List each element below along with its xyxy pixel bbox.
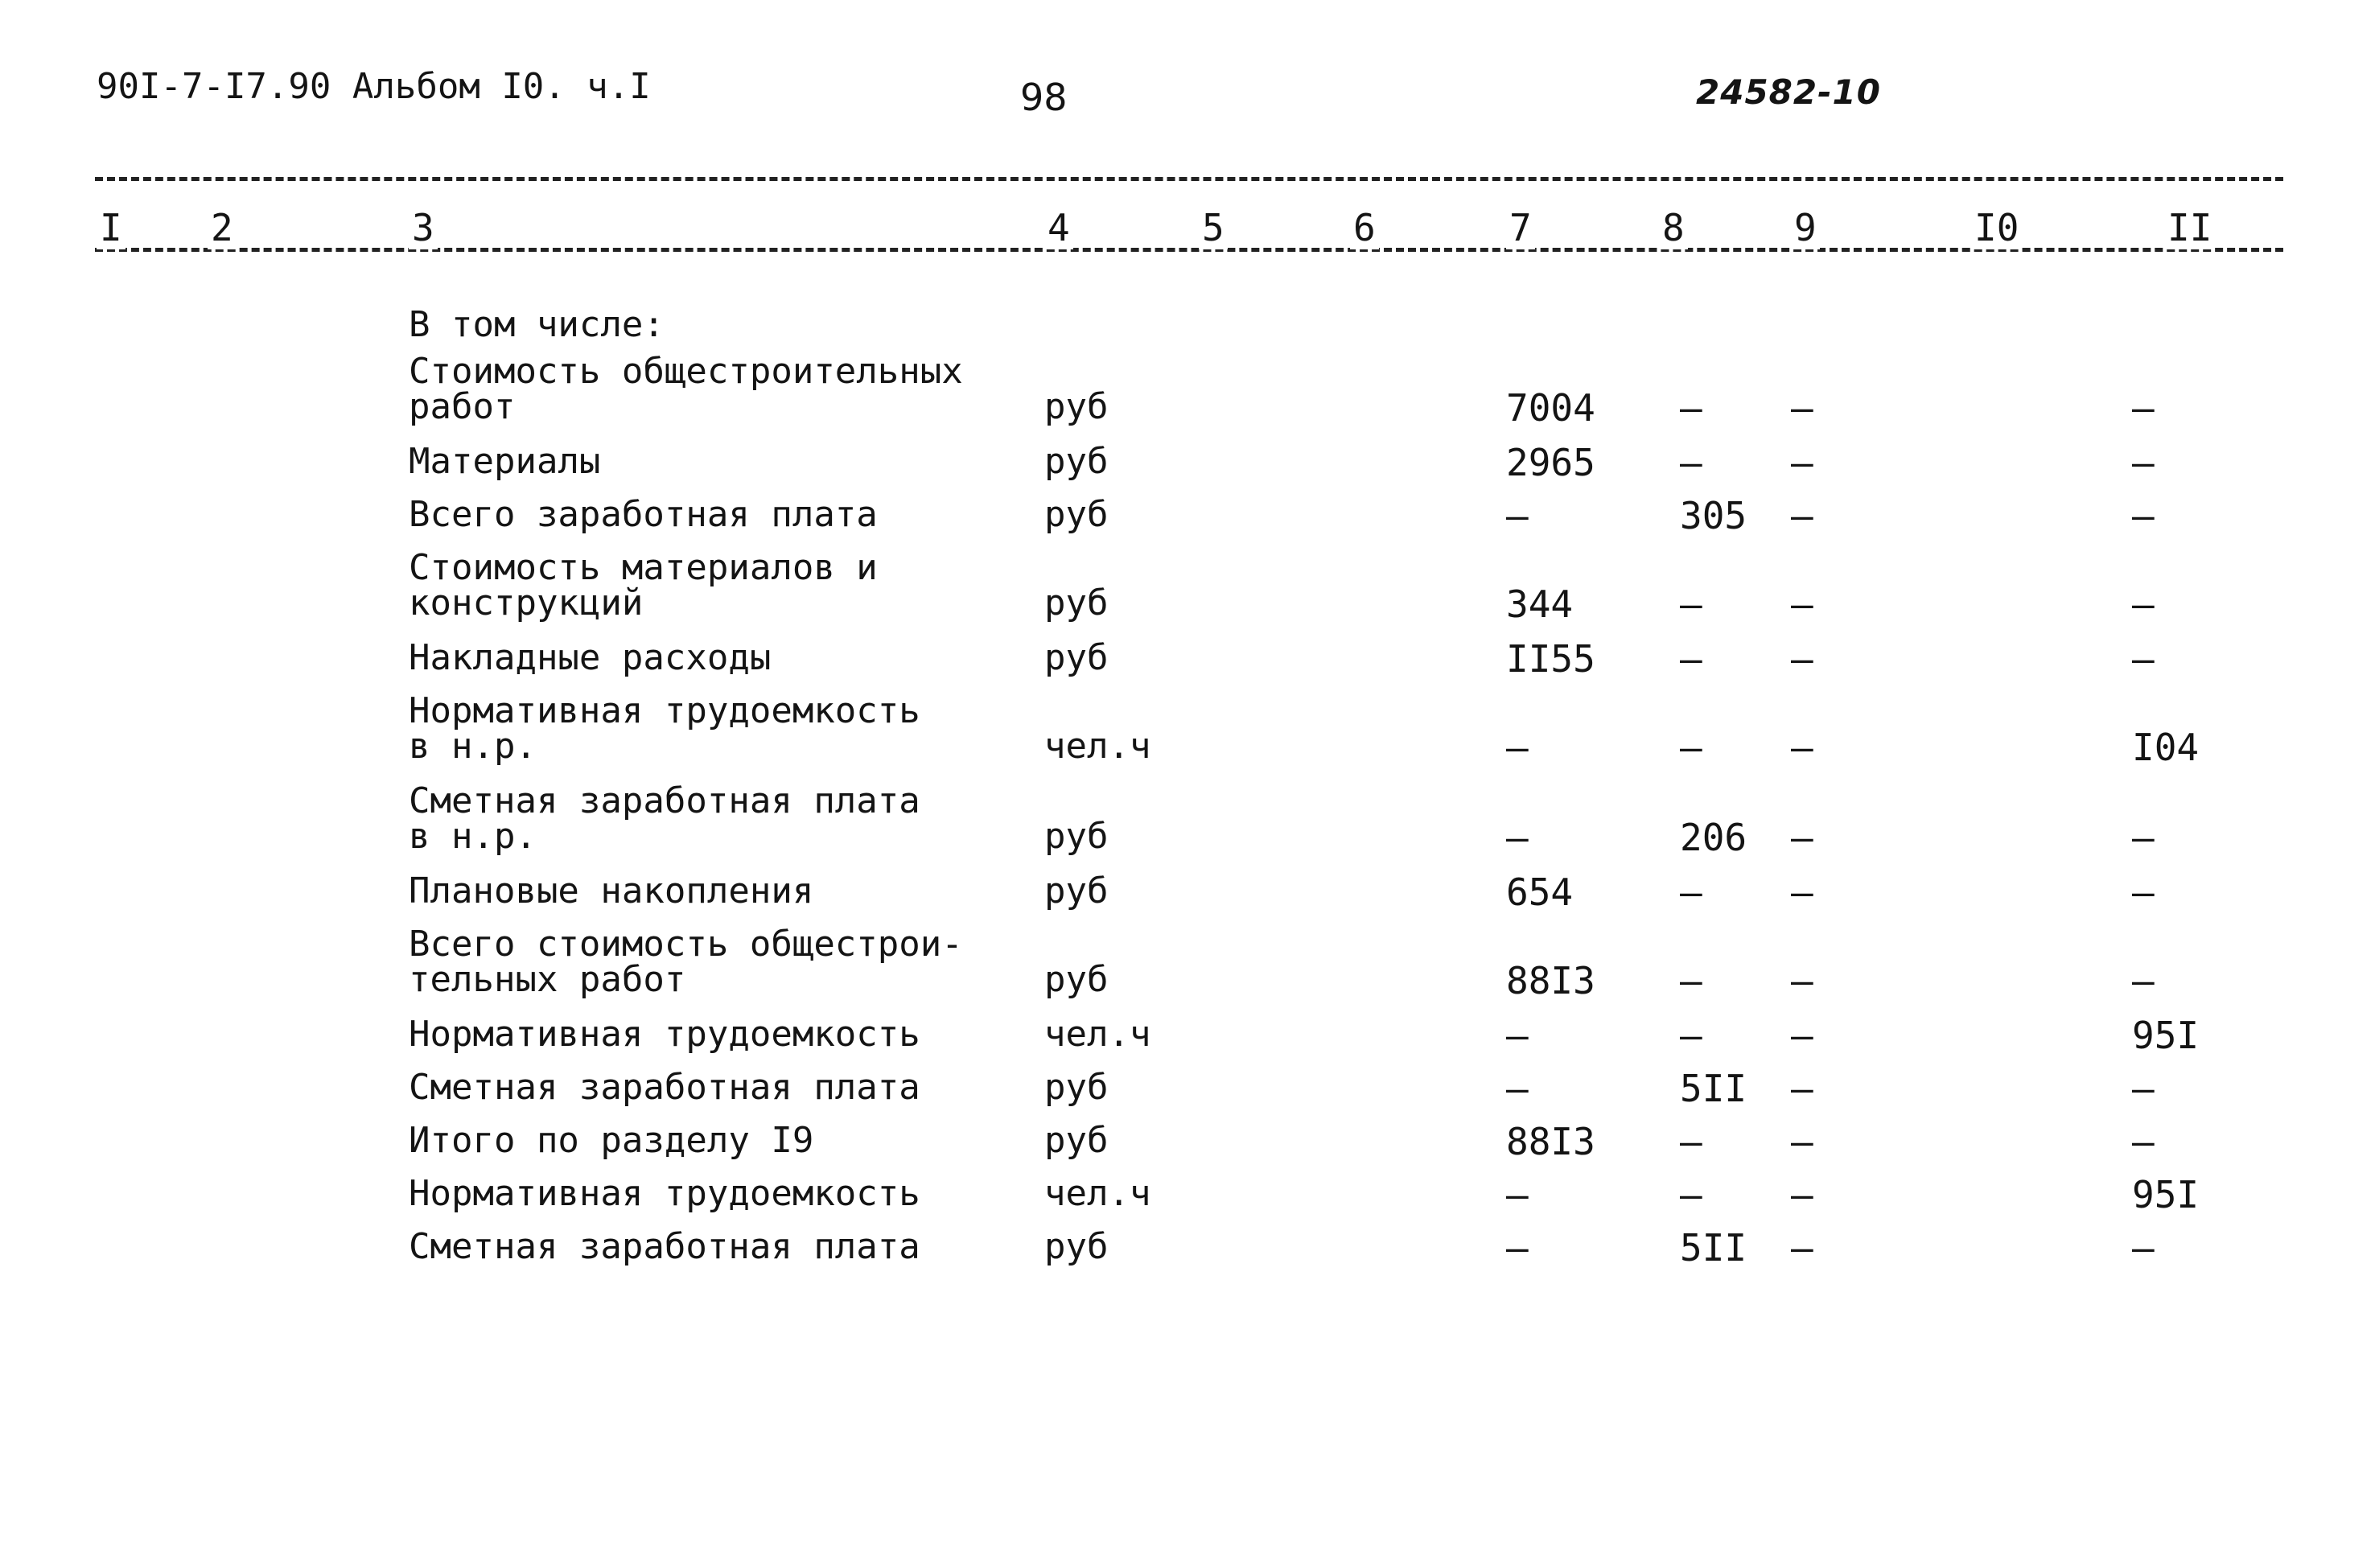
row-col7-value: 88I3 xyxy=(1506,1120,1595,1163)
row-col8-value: 5II xyxy=(1680,1226,1747,1270)
column-number: 8 xyxy=(1659,206,1688,249)
row-col7-value: 7004 xyxy=(1506,386,1595,430)
column-number: 4 xyxy=(1044,206,1073,249)
row-col11-value: I04 xyxy=(2132,726,2200,769)
row-name xyxy=(409,547,878,623)
row-col9-value: – xyxy=(1791,1014,1813,1057)
row-name-line: Сметная заработная плата xyxy=(409,1226,920,1267)
row-name-line: Всего заработная плата xyxy=(409,494,878,535)
row-col8-value: – xyxy=(1680,959,1702,1002)
row-col11-value: 95I xyxy=(2132,1173,2200,1216)
row-col8-value: – xyxy=(1680,1120,1702,1163)
row-col8-value: – xyxy=(1680,1173,1702,1216)
row-col11-value: – xyxy=(2132,1067,2155,1110)
row-col7-value: 2965 xyxy=(1506,441,1595,484)
row-unit: руб xyxy=(1044,870,1109,912)
row-name-line: Материалы xyxy=(409,441,601,482)
row-col9-value: – xyxy=(1791,1067,1813,1110)
row-name-line: Нормативная трудоемкость xyxy=(409,690,920,731)
row-name-line: работ xyxy=(409,386,516,427)
row-col9-value: – xyxy=(1791,582,1813,626)
row-col7-value: II55 xyxy=(1506,637,1595,681)
row-name-line: Сметная заработная плата xyxy=(409,780,920,821)
sheet-number: 24582-10 xyxy=(1696,72,1881,112)
row-unit: руб xyxy=(1044,816,1109,857)
row-col7-value: 654 xyxy=(1506,870,1574,914)
row-unit: руб xyxy=(1044,1226,1109,1267)
row-unit: руб xyxy=(1044,1120,1109,1161)
row-col8-value: – xyxy=(1680,637,1702,681)
row-unit: руб xyxy=(1044,386,1109,427)
row-unit: руб xyxy=(1044,494,1109,535)
row-name xyxy=(409,1067,920,1108)
row-col9-value: – xyxy=(1791,637,1813,681)
row-col8-value: – xyxy=(1680,582,1702,626)
row-name-line: конструкций xyxy=(409,582,644,623)
row-col8-value: – xyxy=(1680,870,1702,914)
row-unit: руб xyxy=(1044,1067,1109,1108)
row-col9-value: – xyxy=(1791,870,1813,914)
row-name xyxy=(409,494,878,535)
row-name xyxy=(409,924,963,1000)
row-unit: чел.ч xyxy=(1044,1014,1151,1055)
row-name-line: в н.р. xyxy=(409,816,537,857)
column-number: II xyxy=(2164,206,2215,249)
column-number: 5 xyxy=(1199,206,1228,249)
row-name-line: Накладные расходы xyxy=(409,637,772,678)
row-col7-value: 344 xyxy=(1506,582,1574,626)
column-number: I xyxy=(97,206,126,249)
document-code: 90I-7-I7.90 Альбом I0. ч.I xyxy=(97,66,651,107)
row-name-line: в н.р. xyxy=(409,726,537,767)
row-unit: руб xyxy=(1044,441,1109,482)
row-name xyxy=(409,1173,920,1214)
row-col7-value: – xyxy=(1506,726,1529,769)
column-number: 2 xyxy=(208,206,237,249)
row-col7-value: – xyxy=(1506,494,1529,537)
row-col11-value: – xyxy=(2132,1226,2155,1270)
row-col8-value: 5II xyxy=(1680,1067,1747,1110)
row-col7-value: – xyxy=(1506,1173,1529,1216)
row-col9-value: – xyxy=(1791,386,1813,430)
row-name-line: Сметная заработная плата xyxy=(409,1067,920,1108)
row-name-line: Плановые накопления xyxy=(409,870,814,912)
row-name-line: Стоимость общестроительных xyxy=(409,351,963,392)
row-unit: руб xyxy=(1044,582,1109,623)
row-col9-value: – xyxy=(1791,494,1813,537)
row-name-line: Нормативная трудоемкость xyxy=(409,1173,920,1214)
page-number: 98 xyxy=(1020,76,1068,119)
column-number: 3 xyxy=(409,206,438,249)
row-col11-value: – xyxy=(2132,637,2155,681)
row-name xyxy=(409,351,963,427)
row-col9-value: – xyxy=(1791,1173,1813,1216)
row-col9-value: – xyxy=(1791,959,1813,1002)
row-name xyxy=(409,1120,814,1161)
row-col11-value: – xyxy=(2132,494,2155,537)
column-number: I0 xyxy=(1971,206,2022,249)
row-col11-value: – xyxy=(2132,441,2155,484)
row-col8-value: 206 xyxy=(1680,816,1747,859)
row-name xyxy=(409,1014,920,1055)
row-name xyxy=(409,690,920,767)
top-dashed-rule xyxy=(95,177,2283,181)
row-unit: руб xyxy=(1044,637,1109,678)
row-col7-value: – xyxy=(1506,1226,1529,1270)
subheading: В том числе: xyxy=(409,304,665,345)
row-name xyxy=(409,441,601,482)
row-name xyxy=(409,637,772,678)
row-col7-value: – xyxy=(1506,1067,1529,1110)
row-name xyxy=(409,780,920,857)
row-col9-value: – xyxy=(1791,816,1813,859)
row-col9-value: – xyxy=(1791,1120,1813,1163)
row-col8-value: – xyxy=(1680,726,1702,769)
row-unit: чел.ч xyxy=(1044,726,1151,767)
column-number: 9 xyxy=(1791,206,1820,249)
row-col7-value: – xyxy=(1506,816,1529,859)
column-number: 7 xyxy=(1506,206,1535,249)
row-col9-value: – xyxy=(1791,726,1813,769)
row-col7-value: 88I3 xyxy=(1506,959,1595,1002)
row-col8-value: – xyxy=(1680,441,1702,484)
row-col11-value: 95I xyxy=(2132,1014,2200,1057)
row-col9-value: – xyxy=(1791,1226,1813,1270)
row-unit: чел.ч xyxy=(1044,1173,1151,1214)
row-col11-value: – xyxy=(2132,816,2155,859)
row-name-line: Итого по разделу I9 xyxy=(409,1120,814,1161)
row-name xyxy=(409,870,814,912)
row-col11-value: – xyxy=(2132,870,2155,914)
row-col8-value: 305 xyxy=(1680,494,1747,537)
row-name xyxy=(409,1226,920,1267)
row-col11-value: – xyxy=(2132,1120,2155,1163)
row-col9-value: – xyxy=(1791,441,1813,484)
row-col11-value: – xyxy=(2132,582,2155,626)
row-col11-value: – xyxy=(2132,959,2155,1002)
row-name-line: тельных работ xyxy=(409,959,686,1000)
row-name-line: Всего стоимость общестрои- xyxy=(409,924,963,965)
row-unit: руб xyxy=(1044,959,1109,1000)
row-col11-value: – xyxy=(2132,386,2155,430)
row-name-line: Стоимость материалов и xyxy=(409,547,878,588)
row-col8-value: – xyxy=(1680,386,1702,430)
column-number: 6 xyxy=(1350,206,1379,249)
row-name-line: Нормативная трудоемкость xyxy=(409,1014,920,1055)
row-col8-value: – xyxy=(1680,1014,1702,1057)
row-col7-value: – xyxy=(1506,1014,1529,1057)
